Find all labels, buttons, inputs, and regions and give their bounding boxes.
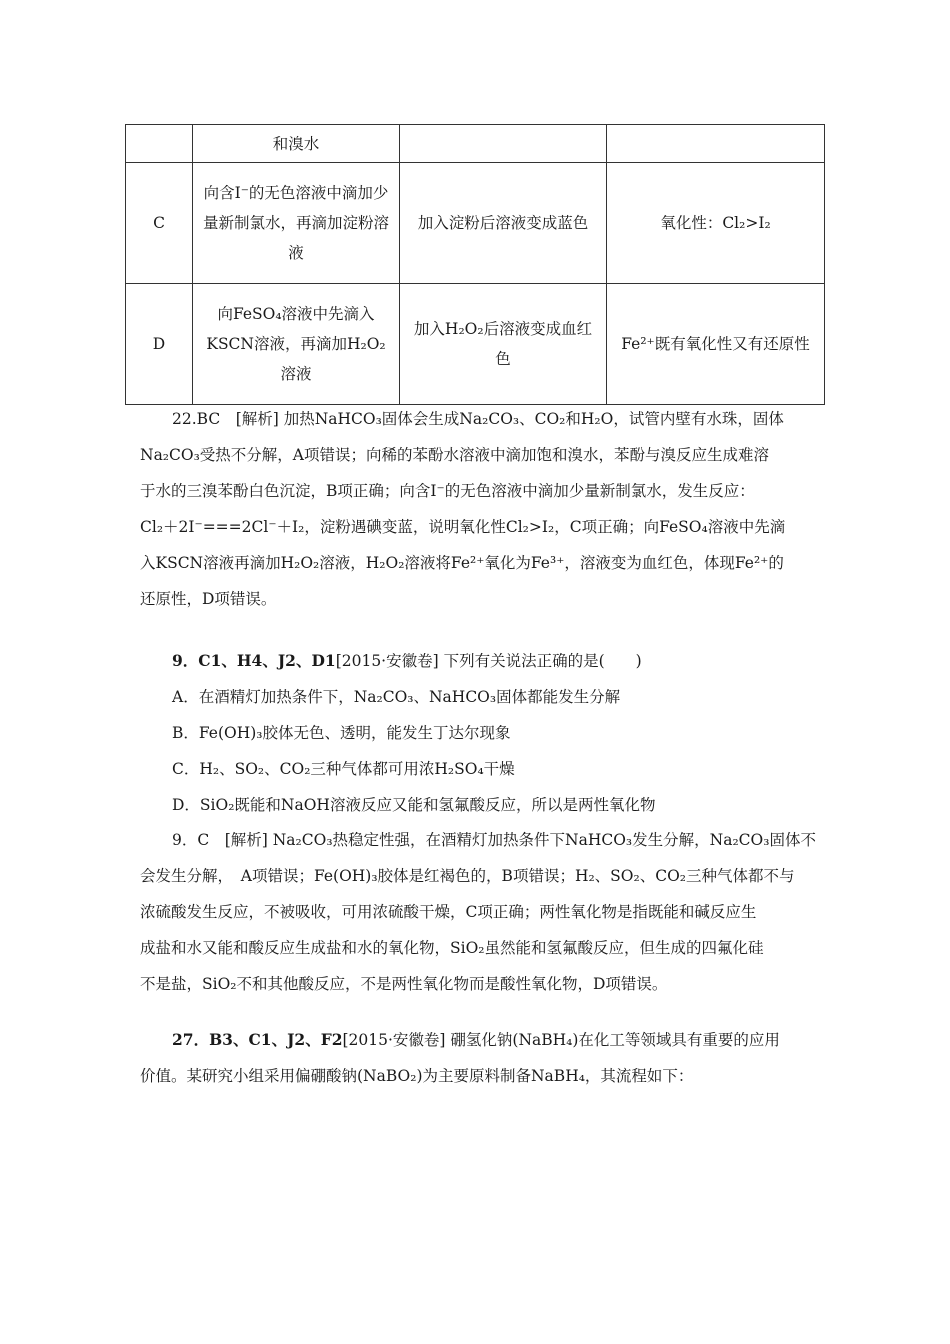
option-b: B．Fe(OH)₃胶体无色、透明，能发生丁达尔现象 [172,724,511,742]
text-line: 入KSCN溶液再滴加H₂O₂溶液，H₂O₂溶液将Fe²⁺氧化为Fe³⁺，溶液变为血红色，体现Fe²⁺的 [140,554,784,572]
table-cell [400,125,607,163]
question-source: [2015·安徽卷] 下列有关说法正确的是( ) [335,652,642,670]
option-a: A．在酒精灯加热条件下，Na₂CO₃、NaHCO₃固体都能发生分解 [172,688,621,706]
table-row [126,284,825,405]
question-tag: 9．C1、H4、J2、D1 [172,651,336,670]
option-c: C．H₂、SO₂、CO₂三种气体都可用浓H₂SO₄干燥 [172,760,515,778]
table-cell [126,125,193,163]
analysis-9 [140,822,816,1002]
table-cell: 向FeSO₄溶液中先滴入KSCN溶液，再滴加H₂O₂溶液 [193,284,400,405]
table-row [126,163,825,284]
table-cell: C [126,163,193,284]
text-line: Na₂CO₃受热不分解，A项错误；向稀的苯酚水溶液中滴加饱和溴水，苯酚与溴反应生成难溶 [140,446,769,464]
text-line: Cl₂＋2I⁻===2Cl⁻＋I₂，淀粉遇碘变蓝，说明氧化性Cl₂>I₂，C项正确；向FeSO₄溶液中先滴 [140,518,786,536]
text-line: 于水的三溴苯酚白色沉淀，B项正确；向含I⁻的无色溶液中滴加少量新制氯水，发生反应： [140,482,755,500]
experiment-table [125,124,825,405]
table-cell: D [126,284,193,405]
question-27 [140,1022,812,1094]
text-line: 成盐和水又能和酸反应生成盐和水的氧化物，SiO₂虽然能和氢氟酸反应，但生成的四氟化硅 [140,939,764,957]
text-line: 会发生分解， A项错误；Fe(OH)₃胶体是红褐色的，B项错误；H₂、SO₂、CO₂三种气体都不与 [140,867,795,885]
table-row [126,125,825,163]
table-cell: 向含I⁻的无色溶液中滴加少量新制氯水，再滴加淀粉溶液 [193,163,400,284]
table-cell [607,125,825,163]
question-tag: 27．B3、C1、J2、F2 [172,1030,343,1049]
table-cell: 加入淀粉后溶液变成蓝色 [400,163,607,284]
text-line: 不是盐，SiO₂不和其他酸反应，不是两性氧化物而是酸性氧化物，D项错误。 [140,975,668,993]
question-9 [140,643,812,823]
text-line: 9．C [解析] Na₂CO₃热稳定性强，在酒精灯加热条件下NaHCO₃发生分解，Na₂CO₃固体不 [172,831,816,849]
table-cell: 氧化性：Cl₂>I₂ [607,163,825,284]
table-cell: 加入H₂O₂后溶液变成血红色 [400,284,607,405]
text-line: 还原性，D项错误。 [140,590,277,608]
table-cell: Fe²⁺既有氧化性又有还原性 [607,284,825,405]
text-line: 价值。某研究小组采用偏硼酸钠(NaBO₂)为主要原料制备NaBH₄，其流程如下： [140,1067,694,1085]
text-line: 22.BC [解析] 加热NaHCO₃固体会生成Na₂CO₃、CO₂和H₂O，试管内壁有水珠，固体 [172,410,784,428]
question-stem [140,1022,812,1058]
text-line: 浓硫酸发生反应，不被吸收，可用浓硫酸干燥，C项正确；两性氧化物是指既能和碱反应生 [140,903,757,921]
question-source: [2015·安徽卷] 硼氢化钠(NaBH₄)在化工等领域具有重要的应用 [342,1031,780,1049]
question-stem [140,643,812,679]
option-d: D．SiO₂既能和NaOH溶液反应又能和氢氟酸反应，所以是两性氧化物 [172,796,656,814]
table-cell: 和溴水 [193,125,400,163]
analysis-22 [140,401,812,617]
